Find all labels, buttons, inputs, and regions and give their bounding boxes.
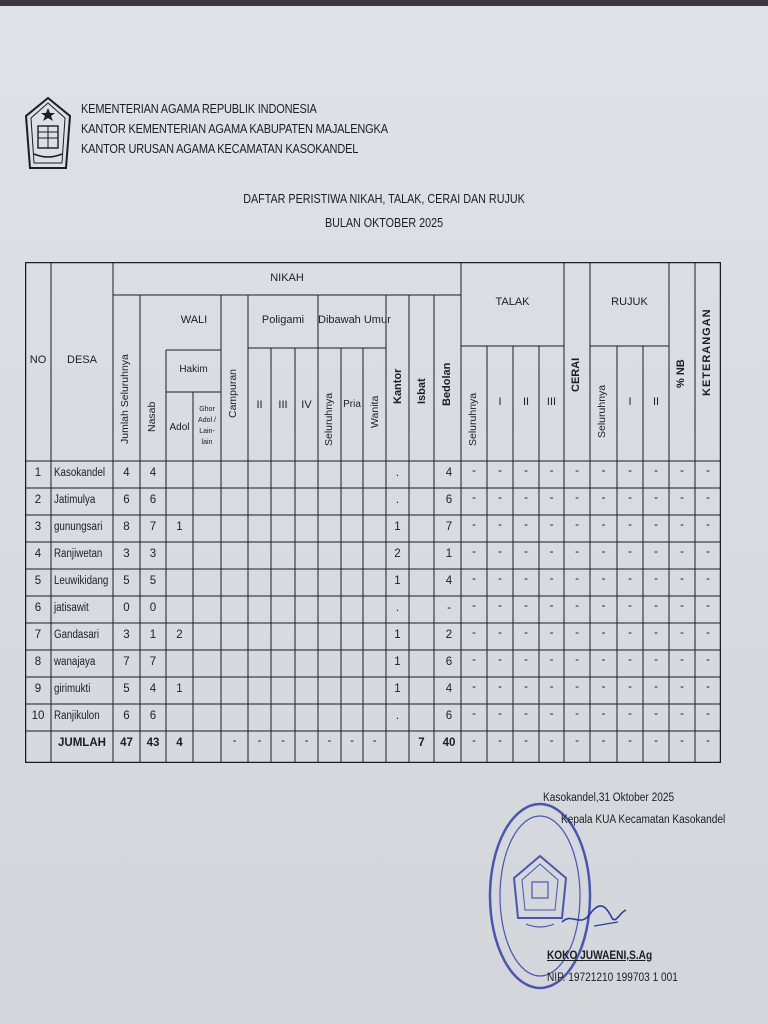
row-empty-mark: - (498, 492, 502, 504)
total-empty-mark: - (472, 735, 476, 747)
row-desa: Kasokandel (54, 467, 106, 479)
row-empty-mark: - (524, 627, 528, 639)
row-empty-mark: - (628, 573, 632, 585)
header-talak-seluruhnya: Seluruhnya (467, 392, 479, 446)
row-empty-mark: - (472, 600, 476, 612)
row-jumlah: 7 (123, 656, 130, 668)
row-no: 8 (34, 656, 42, 668)
total-jumlah: 47 (120, 737, 133, 749)
row-empty-mark: - (498, 708, 502, 720)
header-rujuk-seluruhnya: Seluruhnya (596, 384, 608, 438)
row-empty-mark: - (498, 681, 502, 693)
row-empty-mark: - (472, 546, 476, 558)
row-nasab: 7 (149, 521, 157, 533)
row-empty-mark: - (549, 546, 554, 558)
row-empty-mark: - (601, 654, 606, 666)
row-empty-mark: - (524, 546, 528, 558)
row-empty-mark: - (601, 627, 606, 639)
row-empty-mark: - (472, 519, 476, 531)
row-kantor: . (395, 467, 400, 479)
row-kantor: 1 (394, 683, 401, 695)
header-desa: DESA (67, 354, 97, 366)
row-empty-mark: - (549, 465, 554, 477)
row-empty-mark: - (601, 519, 606, 531)
row-desa: gunungsari (54, 521, 103, 533)
letterhead-line-2: KANTOR KEMENTERIAN AGAMA KABUPATEN MAJALENGKA (81, 122, 388, 136)
total-empty-mark: - (549, 735, 554, 747)
header-poligami: Poligami (261, 314, 305, 326)
row-nasab: 1 (149, 629, 157, 641)
signature-name: KOKO JUWAENI,S.Ag (547, 950, 653, 962)
header-nb: % NB (675, 359, 687, 388)
row-empty-mark: - (706, 546, 710, 558)
row-jumlah: 5 (123, 575, 130, 587)
row-kantor: . (395, 710, 400, 722)
header-ghor-adol: Ghor Adol / Lain-lain (198, 406, 216, 446)
signature-place-date: Kasokandel,31 Oktober 2025 (543, 792, 675, 804)
total-empty-mark: - (524, 735, 528, 747)
header-campuran: Campuran (227, 368, 239, 418)
top-edge-shadow (0, 0, 768, 6)
row-empty-mark: - (524, 600, 528, 612)
row-empty-mark: - (680, 654, 684, 666)
total-empty-mark: - (304, 735, 309, 747)
document-title: DAFTAR PERISTIWA NIKAH, TALAK, CERAI DAN RUJUK (243, 192, 525, 206)
total-empty-mark: - (601, 735, 606, 747)
header-hakim: Hakim (179, 364, 208, 375)
row-empty-mark: - (706, 681, 710, 693)
row-empty-mark: - (498, 546, 502, 558)
header-dibawah-umur: Dibawah Umur (318, 314, 391, 326)
row-empty-mark: - (706, 654, 710, 666)
row-empty-mark: - (601, 573, 606, 585)
row-empty-mark: - (628, 492, 632, 504)
row-empty-mark: - (575, 573, 579, 585)
total-empty-mark: - (281, 735, 285, 747)
header-wanita: Wanita (369, 395, 381, 428)
row-empty-mark: - (654, 519, 658, 531)
header-isbat: Isbat (416, 378, 428, 404)
row-nasab: 6 (149, 710, 157, 722)
row-empty-mark: - (654, 546, 658, 558)
row-no: 6 (34, 602, 42, 614)
official-stamp-icon (486, 800, 594, 992)
row-empty-mark: - (575, 654, 579, 666)
row-bedolan: 4 (445, 575, 453, 587)
header-talak-i: I (498, 396, 502, 408)
row-empty-mark: - (549, 519, 554, 531)
row-no: 5 (34, 575, 42, 587)
total-label: JUMLAH (58, 737, 106, 749)
row-desa: Jatimulya (54, 494, 96, 506)
letterhead-line-3: KANTOR URUSAN AGAMA KECAMATAN KASOKANDEL (81, 142, 359, 156)
row-empty-mark: - (524, 654, 528, 666)
row-empty-mark: - (628, 708, 632, 720)
row-empty-mark: - (575, 519, 579, 531)
row-nasab: 7 (149, 656, 157, 668)
row-empty-mark: - (524, 681, 528, 693)
row-empty-mark: - (549, 573, 554, 585)
row-empty-mark: - (472, 708, 476, 720)
row-empty-mark: - (524, 573, 528, 585)
header-talak-ii: II (522, 396, 530, 408)
total-empty-mark: - (232, 735, 237, 747)
header-cerai: CERAI (570, 357, 582, 392)
kemenag-logo-icon (24, 96, 72, 174)
row-empty-mark: - (498, 600, 502, 612)
header-kantor: Kantor (392, 368, 404, 404)
total-empty-mark: - (372, 735, 377, 747)
row-empty-mark: - (706, 465, 710, 477)
letterhead (81, 99, 388, 159)
total-empty-mark: - (257, 735, 262, 747)
total-empty-mark: - (628, 735, 632, 747)
row-empty-mark: - (628, 600, 632, 612)
row-empty-mark: - (601, 492, 606, 504)
row-empty-mark: - (654, 654, 658, 666)
row-jumlah: 4 (123, 467, 130, 479)
row-empty-mark: - (575, 492, 579, 504)
row-desa: jatisawit (54, 602, 89, 614)
row-kantor: 1 (394, 575, 401, 587)
row-empty-mark: - (601, 546, 606, 558)
row-empty-mark: - (628, 654, 632, 666)
signature-scribble (560, 900, 630, 930)
row-empty-mark: - (654, 708, 658, 720)
row-nasab: 6 (149, 494, 157, 506)
total-empty-mark: - (498, 735, 502, 747)
row-empty-mark: - (706, 492, 710, 504)
row-jumlah: 3 (123, 629, 130, 641)
row-empty-mark: - (706, 573, 710, 585)
row-no: 3 (34, 521, 42, 533)
row-empty-mark: - (472, 681, 476, 693)
header-no: NO (29, 354, 47, 366)
row-kantor: . (395, 494, 400, 506)
row-bedolan: 1 (445, 548, 453, 560)
row-empty-mark: - (706, 519, 710, 531)
header-pria: Pria (343, 399, 361, 410)
row-empty-mark: - (472, 654, 476, 666)
row-empty-mark: - (498, 627, 502, 639)
row-empty-mark: - (498, 573, 502, 585)
row-kantor: 2 (394, 548, 401, 560)
row-empty-mark: - (654, 627, 658, 639)
row-bedolan: 6 (445, 494, 453, 506)
row-bedolan: 4 (445, 683, 453, 695)
header-bedolan: Bedolan (441, 362, 453, 406)
header-nasab: Nasab (146, 401, 158, 432)
row-empty-mark: - (680, 465, 684, 477)
header-rujuk-ii: II (652, 396, 660, 408)
row-empty-mark: - (575, 681, 579, 693)
row-empty-mark: - (575, 465, 579, 477)
row-desa: Leuwikidang (54, 575, 109, 587)
row-nasab: 0 (149, 602, 157, 614)
row-empty-mark: - (680, 708, 684, 720)
row-bedolan: 2 (445, 629, 453, 641)
header-talak-iii: III (546, 396, 557, 408)
total-empty-mark: - (575, 735, 579, 747)
total-empty-mark: - (654, 735, 658, 747)
row-empty-mark: - (549, 627, 554, 639)
row-no: 10 (31, 710, 45, 722)
row-desa: girimukti (54, 683, 91, 695)
document-period: BULAN OKTOBER 2025 (324, 216, 444, 230)
row-empty-mark: - (549, 681, 554, 693)
row-empty-mark: - (524, 465, 528, 477)
row-empty-mark: - (628, 627, 632, 639)
row-empty-mark: - (524, 492, 528, 504)
header-keterangan: KETERANGAN (701, 308, 713, 396)
row-jumlah: 6 (123, 494, 130, 506)
row-jumlah: 8 (123, 521, 130, 533)
header-poligami-iii: III (278, 399, 288, 411)
row-empty-mark: - (549, 492, 554, 504)
row-empty-mark: - (706, 708, 710, 720)
row-bedolan: 6 (445, 656, 453, 668)
row-adol: 1 (176, 521, 183, 533)
row-empty-mark: - (628, 546, 632, 558)
header-talak: TALAK (495, 296, 530, 308)
report-table (25, 262, 721, 763)
header-du-seluruhnya: Seluruhnya (323, 392, 335, 446)
row-bedolan: 4 (445, 467, 453, 479)
row-empty-mark: - (575, 708, 579, 720)
row-kantor: 1 (394, 521, 401, 533)
row-empty-mark: - (472, 573, 476, 585)
row-desa: Ranjiwetan (54, 548, 103, 560)
total-kantor: 7 (418, 737, 425, 749)
row-empty-mark: - (654, 465, 658, 477)
row-no: 4 (34, 548, 42, 560)
row-kantor: 1 (394, 629, 401, 641)
row-jumlah: 5 (123, 683, 130, 695)
total-empty-mark: - (706, 735, 710, 747)
signature-position: Kepala KUA Kecamatan Kasokandel (561, 814, 726, 826)
row-empty-mark: - (680, 627, 684, 639)
row-bedolan: 7 (445, 521, 453, 533)
row-empty-mark: - (575, 546, 579, 558)
row-empty-mark: - (472, 627, 476, 639)
row-empty-mark: - (680, 600, 684, 612)
row-empty-mark: - (524, 519, 528, 531)
row-empty-mark: - (472, 465, 476, 477)
row-jumlah: 0 (123, 602, 130, 614)
row-empty-mark: - (575, 627, 579, 639)
row-empty-mark: - (498, 465, 502, 477)
header-adol: Adol (169, 422, 190, 433)
row-empty-mark: - (654, 573, 658, 585)
row-empty-mark: - (680, 573, 684, 585)
row-nasab: 4 (149, 683, 157, 695)
total-bedolan: 40 (442, 737, 456, 749)
row-jumlah: 3 (123, 548, 130, 560)
row-empty-mark: - (680, 492, 684, 504)
row-empty-mark: - (601, 681, 606, 693)
total-empty-mark: - (350, 735, 354, 747)
row-no: 1 (34, 467, 42, 479)
row-empty-mark: - (549, 708, 554, 720)
row-bedolan: 6 (445, 710, 453, 722)
header-jumlah-seluruhnya: Jumlah Seluruhnya (119, 354, 131, 444)
row-empty-mark: - (498, 519, 502, 531)
row-nasab: 3 (149, 548, 157, 560)
row-empty-mark: - (628, 681, 632, 693)
row-nasab: 5 (149, 575, 157, 587)
row-kantor: . (395, 602, 400, 614)
header-poligami-ii: II (256, 399, 263, 411)
row-empty-mark: - (680, 519, 684, 531)
signature-nip: NIP. 19721210 199703 1 001 (547, 972, 678, 984)
total-adol: 4 (176, 737, 183, 749)
row-empty-mark: - (472, 492, 476, 504)
row-empty-mark: - (706, 627, 710, 639)
row-desa: Ranjikulon (54, 710, 100, 722)
row-empty-mark: - (498, 654, 502, 666)
row-empty-mark: - (680, 546, 684, 558)
total-empty-mark: - (680, 735, 684, 747)
row-empty-mark: - (549, 654, 554, 666)
row-bedolan: - (447, 602, 451, 614)
row-kantor: 1 (394, 656, 401, 668)
row-empty-mark: - (706, 600, 710, 612)
total-empty-mark: - (327, 735, 332, 747)
letterhead-line-1: KEMENTERIAN AGAMA REPUBLIK INDONESIA (81, 102, 317, 116)
row-empty-mark: - (654, 600, 658, 612)
row-empty-mark: - (628, 519, 632, 531)
row-desa: wanajaya (54, 656, 96, 668)
row-empty-mark: - (654, 681, 658, 693)
total-nasab: 43 (146, 737, 160, 749)
header-nikah: NIKAH (270, 272, 304, 284)
row-jumlah: 6 (123, 710, 130, 722)
row-no: 9 (34, 683, 42, 695)
row-desa: Gandasari (54, 629, 100, 641)
row-empty-mark: - (601, 708, 606, 720)
row-empty-mark: - (575, 600, 579, 612)
row-empty-mark: - (628, 465, 632, 477)
header-rujuk: RUJUK (611, 296, 648, 308)
row-no: 2 (34, 494, 42, 506)
header-rujuk-i: I (628, 396, 632, 408)
row-nasab: 4 (149, 467, 157, 479)
header-poligami-iv: IV (301, 399, 312, 411)
row-empty-mark: - (549, 600, 554, 612)
header-wali: WALI (180, 314, 208, 326)
row-adol: 1 (176, 683, 183, 695)
row-empty-mark: - (524, 708, 528, 720)
row-empty-mark: - (601, 465, 606, 477)
row-empty-mark: - (680, 681, 684, 693)
row-empty-mark: - (654, 492, 658, 504)
row-no: 7 (34, 629, 42, 641)
row-adol: 2 (176, 629, 183, 641)
row-empty-mark: - (601, 600, 606, 612)
